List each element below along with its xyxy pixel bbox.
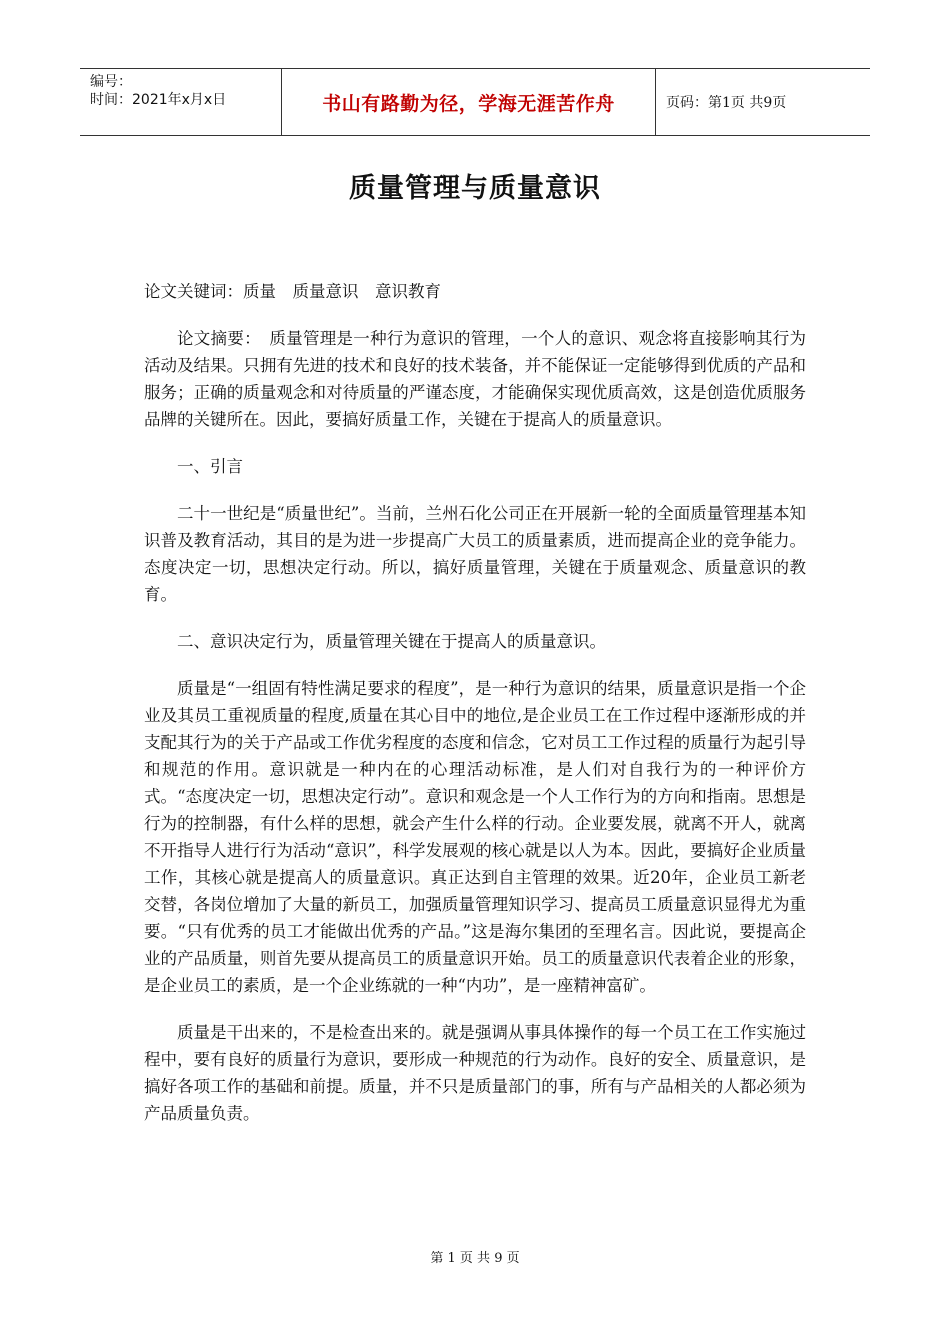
- intro-paragraph: 二十一世纪是“质量世纪”。当前，兰州石化公司正在开展新一轮的全面质量管理基本知识普及教育活动，其目的是为进一步提高广大员工的质量素质，进而提高企业的竞争能力。态度决定一切，思想决定行动。所以，搞好质量管理，关键在于质量观念、质量意识的教育。: [144, 504, 806, 604]
- serial-number-label: 编号：: [90, 74, 132, 90]
- section-heading-two: 二、意识决定行为，质量管理关键在于提高人的质量意识。: [177, 632, 606, 651]
- keywords-line: 论文关键词：质量 质量意识 意识教育: [144, 282, 441, 301]
- document-title: 质量管理与质量意识: [349, 173, 601, 204]
- section-heading-intro: 一、引言: [177, 457, 243, 476]
- abstract-paragraph: 论文摘要： 质量管理是一种行为意识的管理，一个人的意识、观念将直接影响其行为活动及结果。只拥有先进的技术和良好的技术装备，并不能保证一定能够得到优质的产品和服务；正确的质量观念和对待质量的严谨态度，才能确保实现优质高效，这是创造优质服务品牌的关键所在。因此，要搞好质量工作，关键在于提高人的质量意识。: [144, 329, 806, 429]
- document-body: [144, 278, 806, 1147]
- header-meta-cell: [80, 69, 282, 135]
- header-motto: 书山有路勤为径，学海无涯苦作舟: [282, 69, 656, 135]
- header-page-info: 页码：第1页 共9页: [666, 95, 787, 111]
- body-paragraph: 质量是干出来的，不是检查出来的。就是强调从事具体操作的每一个员工在工作实施过程中，要有良好的质量行为意识，要形成一种规范的行为动作。良好的安全、质量意识，是搞好各项工作的基础和前提。质量，并不只是质量部门的事，所有与产品相关的人都必须为产品质量负责。: [144, 1023, 806, 1123]
- body-paragraph: 质量是“一组固有特性满足要求的程度”，是一种行为意识的结果，质量意识是指一个企业及其员工重视质量的程度,质量在其心目中的地位,是企业员工在工作过程中逐渐形成的并支配其行为的关于产品或工作优劣程度的态度和信念，它对员工工作过程的质量行为起引导和规范的作用。意识就是一种内在的心理活动标准，是人们对自我行为的一种评价方式。“态度决定一切，思想决定行动”。意识和观念是一个人工作行为的方向和指南。思想是行为的控制器，有什么样的思想，就会产生什么样的行动。企业要发展，就离不开人，就离不开指导人进行行为活动“意识”，科学发展观的核心就是以人为本。因此，要搞好企业质量工作，其核心就是提高人的质量意识。真正达到自主管理的效果。近20年，企业员工新老交替，各岗位增加了大量的新员工，加强质量管理知识学习、提高员工质量意识显得尤为重要。“只有优秀的员工才能做出优秀的产品。”这是海尔集团的至理名言。因此说，要提高企业的产品质量，则首先要从提高员工的质量意识开始。员工的质量意识代表着企业的形象，是企业员工的素质，是一个企业练就的一种“内功”，是一座精神富矿。: [144, 679, 806, 995]
- header-table: [80, 68, 870, 136]
- page-footer: 第 1 页 共 9 页: [430, 1251, 520, 1266]
- time-label: 时间：2021年x月x日: [90, 92, 227, 108]
